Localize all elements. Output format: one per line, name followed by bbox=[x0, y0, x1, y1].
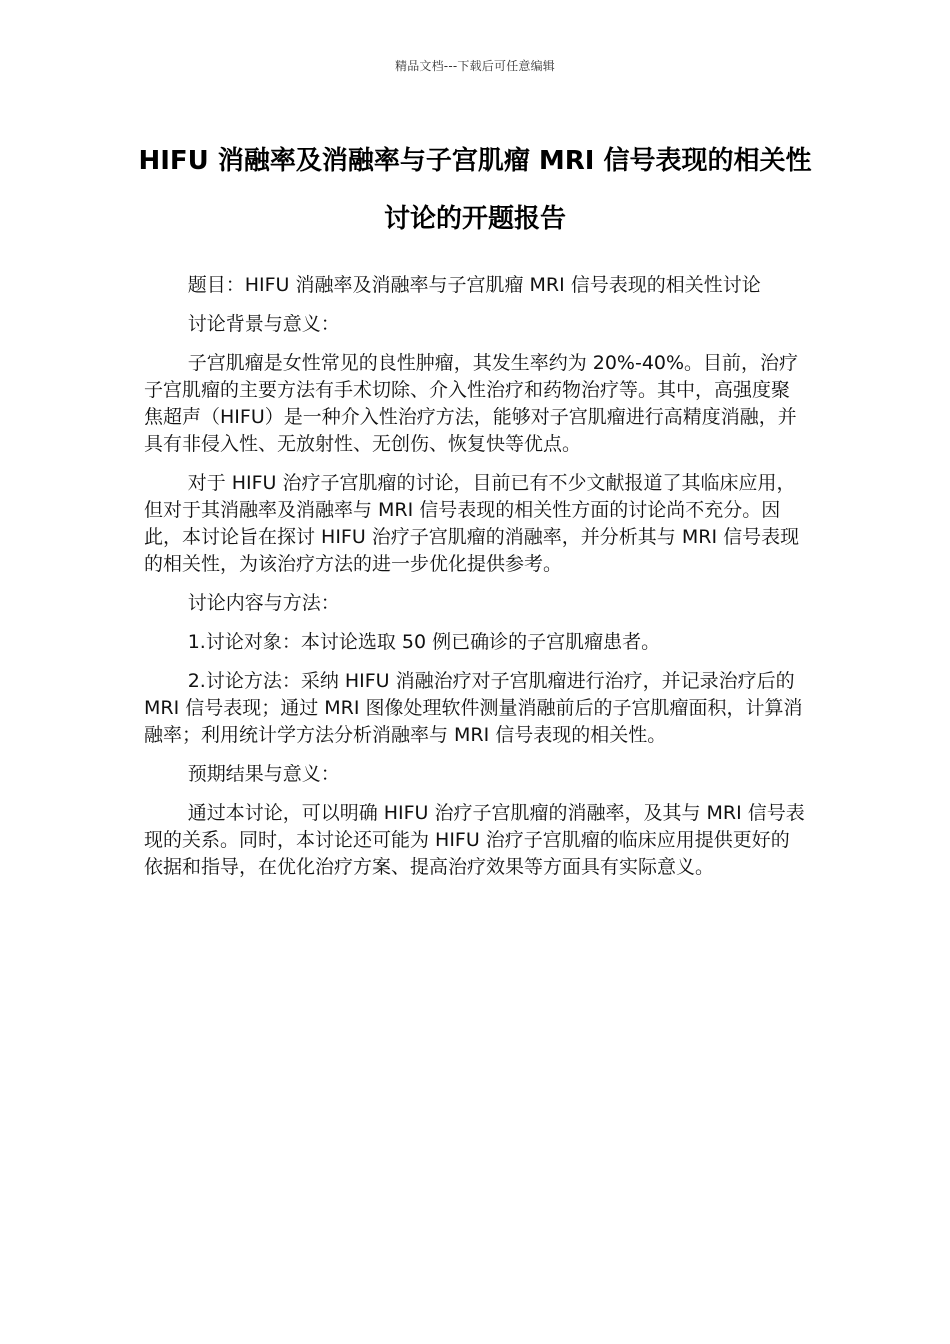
background-paragraph-2: 对于 HIFU 治疗子宫肌瘤的讨论，目前已有不少文献报道了其临床应用，但对于其消融率及消融率与 MRI 信号表现的相关性方面的讨论尚不充分。因此，本讨论旨在探讨 HIFU 治疗子宫肌瘤的消融率，并分析其与 MRI 信号表现的相关性，为该治疗方法的进一步优化提供参考。 bbox=[144, 472, 800, 575]
document-body bbox=[144, 272, 806, 893]
header-note: 精品文档---下载后可任意编辑 bbox=[395, 59, 555, 73]
methods-item-approach: 2.讨论方法：采纳 HIFU 消融治疗对子宫肌瘤进行治疗，并记录治疗后的 MRI 信号表现；通过 MRI 图像处理软件测量消融前后的子宫肌瘤面积，计算消融率；利用统计学方法分析消融率与 MRI 信号表现的相关性。 bbox=[144, 670, 803, 746]
background-paragraph-1: 子宫肌瘤是女性常见的良性肿瘤，其发生率约为 20%-40%。目前，治疗子宫肌瘤的主要方法有手术切除、介入性治疗和药物治疗等。其中，高强度聚焦超声（HIFU）是一种介入性治疗方法，能够对子宫肌瘤进行高精度消融，并具有非侵入性、无放射性、无创伤、恢复快等优点。 bbox=[144, 352, 799, 455]
section-heading-content-methods: 讨论内容与方法： bbox=[187, 592, 340, 614]
topic-paragraph: 题目：HIFU 消融率及消融率与子宫肌瘤 MRI 信号表现的相关性讨论 bbox=[187, 274, 761, 296]
section-heading-expected-results: 预期结果与意义： bbox=[187, 763, 340, 785]
section-heading-background: 讨论背景与意义： bbox=[187, 313, 340, 335]
methods-item-subjects: 1.讨论对象：本讨论选取 50 例已确诊的子宫肌瘤患者。 bbox=[187, 631, 661, 653]
expected-results-paragraph: 通过本讨论，可以明确 HIFU 治疗子宫肌瘤的消融率，及其与 MRI 信号表现的关系。同时，本讨论还可能为 HIFU 治疗子宫肌瘤的临床应用提供更好的依据和指导，在优化治疗方案、提高治疗效果等方面具有实际意义。 bbox=[144, 802, 805, 878]
document-title: HIFU 消融率及消融率与子宫肌瘤 MRI 信号表现的相关性讨论的开题报告 bbox=[138, 146, 812, 234]
